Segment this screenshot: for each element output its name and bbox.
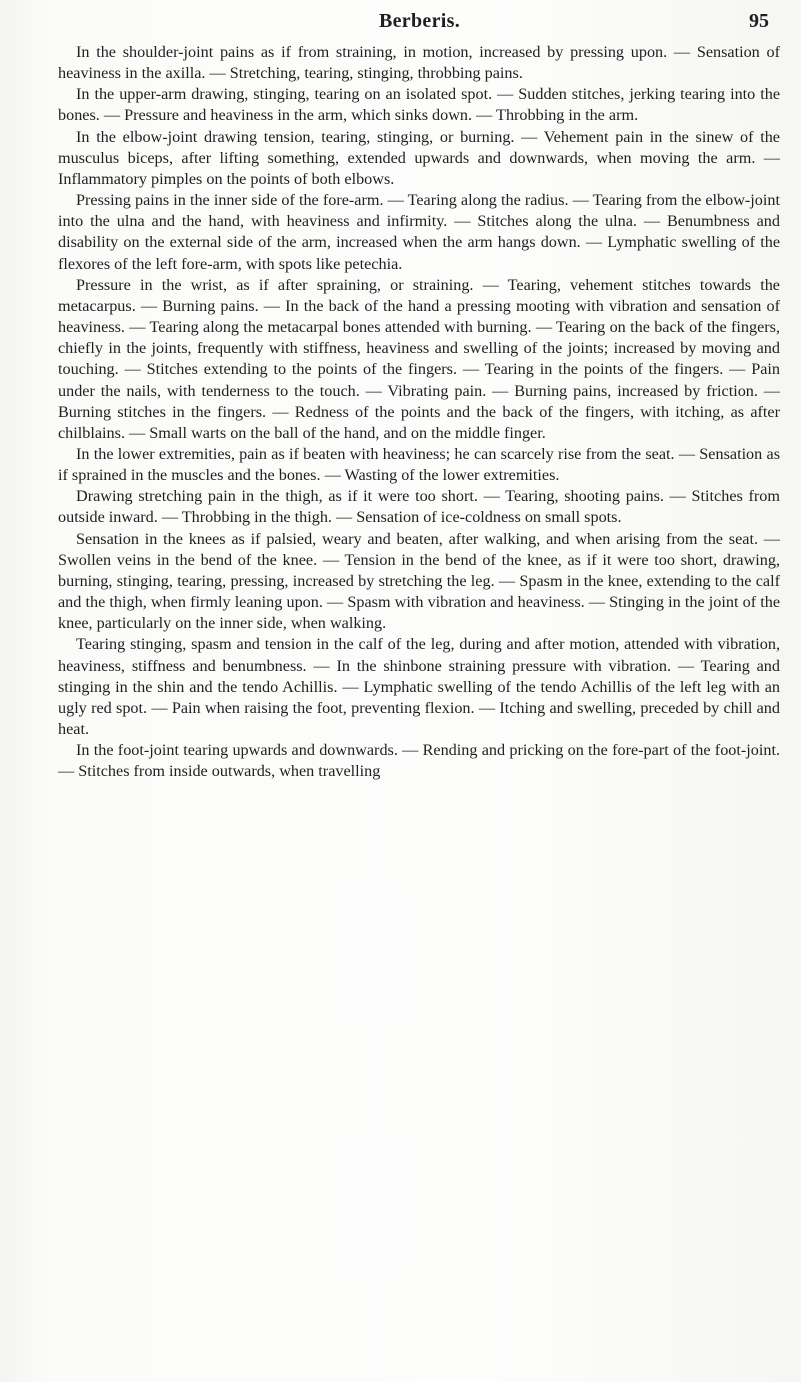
paragraph-calf-shin: Tearing stinging, spasm and tension in the calf of the leg, during and after motion, attended with vibration, heaviness, stiffness and benumbness. — In the shinbone straining pressure with vibration. — Tearing and stinging in the shin and the tendo Achillis. — Lymphatic swelling of the tendo Achillis of the left leg with an ugly red spot. — Pain when raising the foot, preventing flexion. — Itching and swelling, preceded by chill and heat. (58, 635, 780, 738)
paragraph-knees: Sensation in the knees as if palsied, weary and beaten, after walking, and when arising from the seat. — Swollen veins in the bend of the knee. — Tension in the bend of the knee, as if it were too short, drawing, burning, stinging, tearing, pressing, increased by stretching the leg. — Spasm in the knee, extending to the calf and the thigh, when firmly leaning upon. — Spasm with vibration and heaviness. — Stinging in the joint of the knee, particularly on the inner side, when walking. (58, 529, 780, 633)
page-title: Berberis. (378, 10, 460, 32)
running-head (60, 4, 779, 34)
paragraph-upper-arm: In the upper-arm drawing, stinging, tearing on an isolated spot. — Sudden stitches, jerking tearing into the bones. — Pressure and heaviness in the arm, which sinks down. — Throbbing in the arm. (58, 85, 780, 125)
paragraph-elbow-joint: In the elbow-joint drawing tension, tearing, stinging, or burning. — Vehement pain in the sinew of the musculus biceps, after lifting something, extended upwards and downwards, when moving the arm. — Inflammatory pimples on the points of both elbows. (58, 127, 780, 188)
paragraph-lower-extremities: In the lower extremities, pain as if beaten with heaviness; he can scarcely rise from the seat. — Sensation as if sprained in the muscles and the bones. — Wasting of the lower extremities. (58, 444, 780, 485)
paragraph-wrist-hand-fingers: Pressure in the wrist, as if after spraining, or straining. — Tearing, vehement stitches towards the metacarpus. — Burning pains. — In the back of the hand a pressing mooting with vibration and sensation of heaviness. — Tearing along the metacarpal bones attended with burning. — Tearing on the back of the fingers, chiefly in the joints, frequently with stiffness, heaviness and swelling of the joints; increased by moving and touching. — Stitches extending to the points of the fingers. — Tearing in the points of the fingers. — Pain under the nails, with tenderness to the touch. — Vibrating pain. — Burning pains, increased by friction. — Burning stitches in the fingers. — Redness of the points and the back of the fingers, with itching, as after chilblains. — Small warts on the ball of the hand, and on the middle finger. (58, 275, 780, 442)
page-number: 95 (749, 10, 769, 32)
paragraph-fore-arm: Pressing pains in the inner side of the fore-arm. — Tearing along the radius. — Tearing from the elbow-joint into the ulna and the hand, with heaviness and infirmity. — Stitches along the ulna. — Benumbness and disability on the external side of the arm, increased when the arm hangs down. — Lymphatic swelling of the flexores of the left fore-arm, with spots like petechia. (58, 191, 780, 273)
body-text (58, 42, 780, 782)
paragraph-shoulder-joint: In the shoulder-joint pains as if from straining, in motion, increased by pressing upon. — Sensation of heaviness in the axilla. — Stretching, tearing, stinging, throbbing pains. (58, 43, 780, 83)
paragraph-thigh: Drawing stretching pain in the thigh, as if it were too short. — Tearing, shooting pains. — Stitches from outside inward. — Throbbing in the thigh. — Sensation of ice-coldness on small spots. (58, 487, 780, 527)
paragraph-foot-joint: In the foot-joint tearing upwards and downwards. — Rending and pricking on the fore-part of the foot-joint. — Stitches from inside outwards, when travelling (58, 741, 780, 781)
